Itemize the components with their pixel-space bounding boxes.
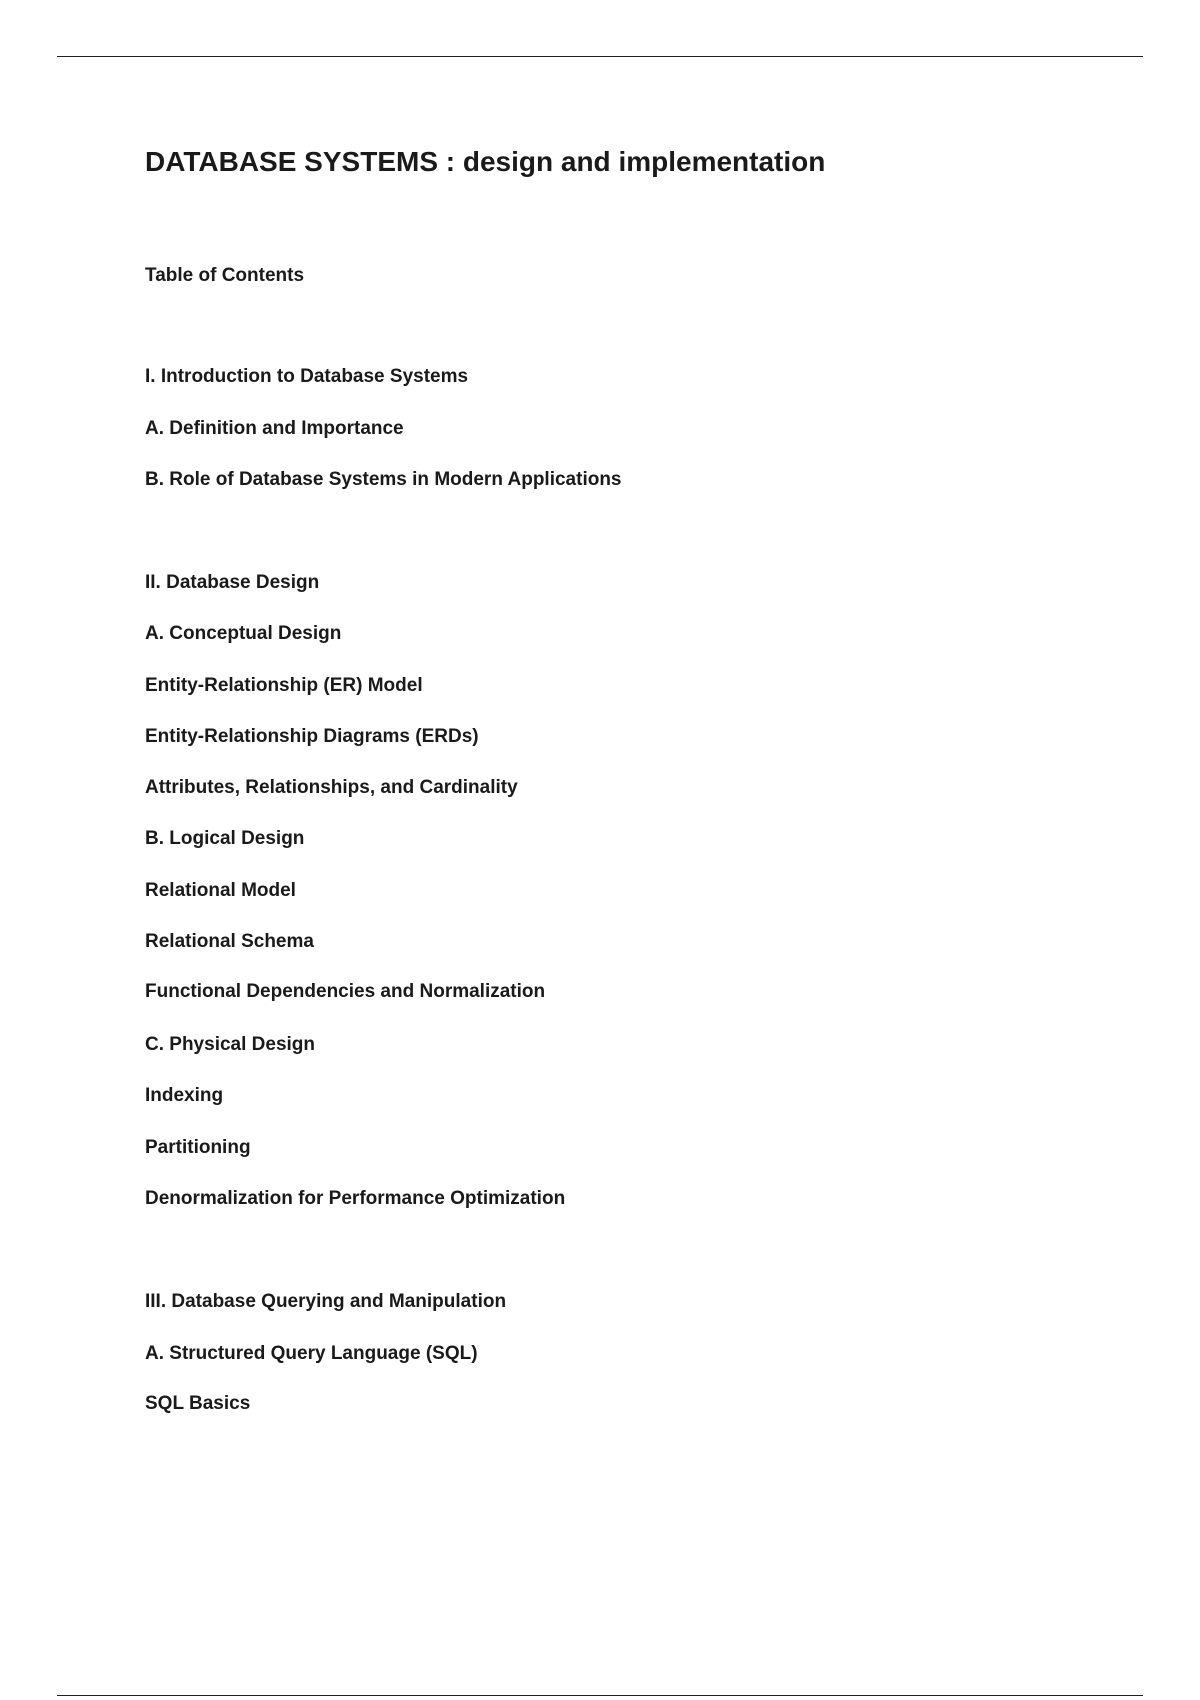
toc-item-2b: B. Logical Design [145,828,305,849]
toc-item-2a-1: Entity-Relationship (ER) Model [145,675,423,696]
toc-item-2a-3: Attributes, Relationships, and Cardinality [145,777,518,798]
toc-item-section-2: II. Database Design [145,572,320,593]
toc-item-section-3: III. Database Querying and Manipulation [145,1291,507,1312]
footer-rule [57,1695,1143,1696]
toc-item-2b-2: Relational Schema [145,931,314,952]
toc-item-3a: A. Structured Query Language (SQL) [145,1343,478,1364]
document-title: DATABASE SYSTEMS : design and implementation [145,146,826,177]
header-rule [57,56,1143,57]
toc-item-2a-2: Entity-Relationship Diagrams (ERDs) [145,726,479,747]
toc-item-2b-1: Relational Model [145,880,296,901]
toc-item-2c-3: Denormalization for Performance Optimization [145,1188,566,1209]
toc-item-section-1: I. Introduction to Database Systems [145,366,469,387]
toc-item-3a-1: SQL Basics [145,1393,251,1414]
toc-item-2a: A. Conceptual Design [145,623,342,644]
toc-item-1b: B. Role of Database Systems in Modern Applications [145,469,622,490]
toc-heading: Table of Contents [145,265,305,286]
toc-item-2c: C. Physical Design [145,1034,316,1055]
toc-item-2b-3: Functional Dependencies and Normalization [145,981,546,1002]
toc-item-2c-2: Partitioning [145,1137,251,1158]
toc-item-1a: A. Definition and Importance [145,418,404,439]
toc-item-2c-1: Indexing [145,1085,224,1106]
